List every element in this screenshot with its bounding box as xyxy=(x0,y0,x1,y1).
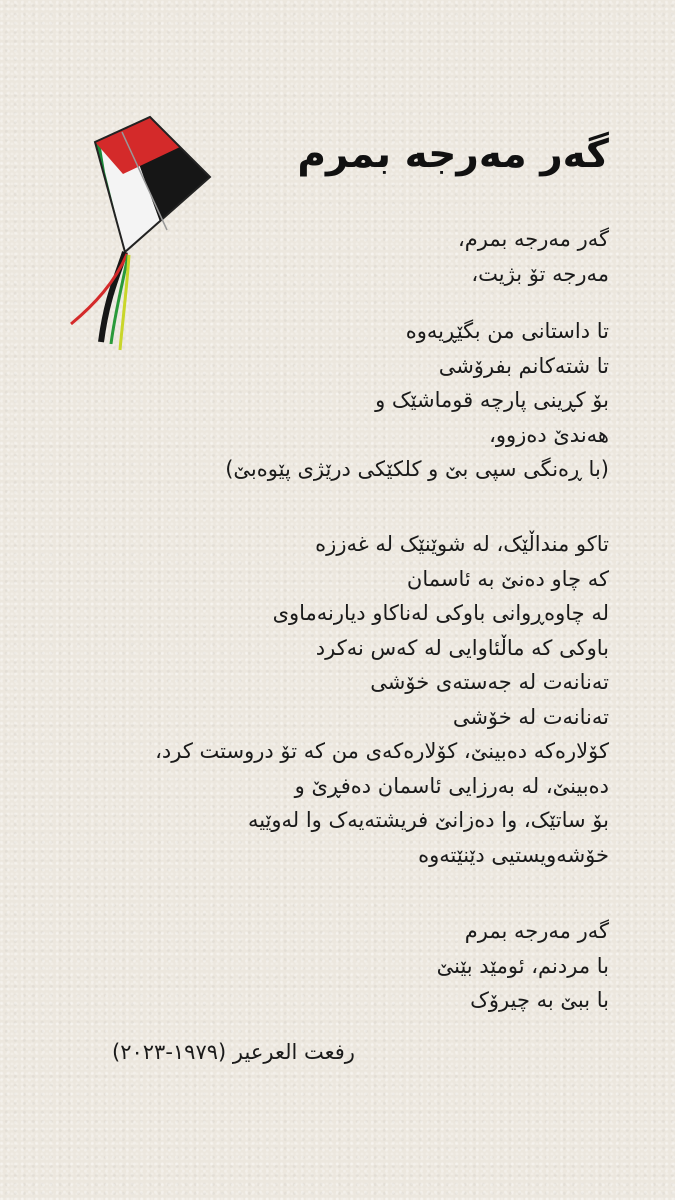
stanza-4 xyxy=(437,914,609,1018)
poem-line: تاکو منداڵێک، لە شوێنێک لە غەززە xyxy=(315,532,609,556)
stanza-1 xyxy=(458,222,609,291)
stanza-3 xyxy=(155,527,609,872)
poem-line: با ببێ بە چیرۆک xyxy=(470,988,609,1012)
poem-line: با مردنم، ئومێد بێنێ xyxy=(436,953,609,978)
poem-line: (با ڕەنگی سپی بێ و کلکێکی درێژی پێوەبێ) xyxy=(225,457,609,481)
poem-line: تا شتەکانم بفرۆشی xyxy=(438,353,609,378)
poem-line: گەر مەرجە بمرم، xyxy=(458,227,609,251)
poem-title: گەر مەرجە بمرم xyxy=(297,132,609,177)
poem-line: خۆشەویستیی دێنێتەوە xyxy=(418,842,609,867)
poem-line: تەنانەت لە خۆشی xyxy=(452,704,609,729)
poem-line: گەر مەرجە بمرم xyxy=(464,919,609,943)
poem-line: دەبینێ، لە بەرزایی ئاسمان دەفڕێ و xyxy=(294,773,609,798)
poem-line: باوکی کە ماڵئاوایی لە کەس نەکرد xyxy=(315,635,609,660)
poem-line: تا داستانی من بگێڕیەوە xyxy=(405,319,609,343)
poem-line: کۆلارەکە دەبینێ، کۆلارەکەی من کە تۆ دروستت کرد، xyxy=(155,739,609,763)
poem-line: بۆ کڕینی پارچە قوماشێک و xyxy=(375,388,609,412)
palestinian-flag-kite-icon xyxy=(65,112,215,352)
poem-line: مەرجە تۆ بژیت، xyxy=(471,261,609,286)
poem-line: تەنانەت لە جەستەی خۆشی xyxy=(370,670,609,694)
poem-line: هەندێ دەزوو، xyxy=(489,422,609,447)
author-attribution: رفعت العرعير (١٩٧٩-٢٠٢٣) xyxy=(112,1040,355,1064)
poem-line: بۆ ساتێک، وا دەزانێ فریشتەیەک وا لەوێیە xyxy=(247,808,609,832)
poem-line: لە چاوەڕوانی باوکی لەناکاو دیارنەماوی xyxy=(272,601,609,625)
poem-line: کە چاو دەنێ بە ئاسمان xyxy=(406,566,609,591)
stanza-2 xyxy=(225,314,609,487)
